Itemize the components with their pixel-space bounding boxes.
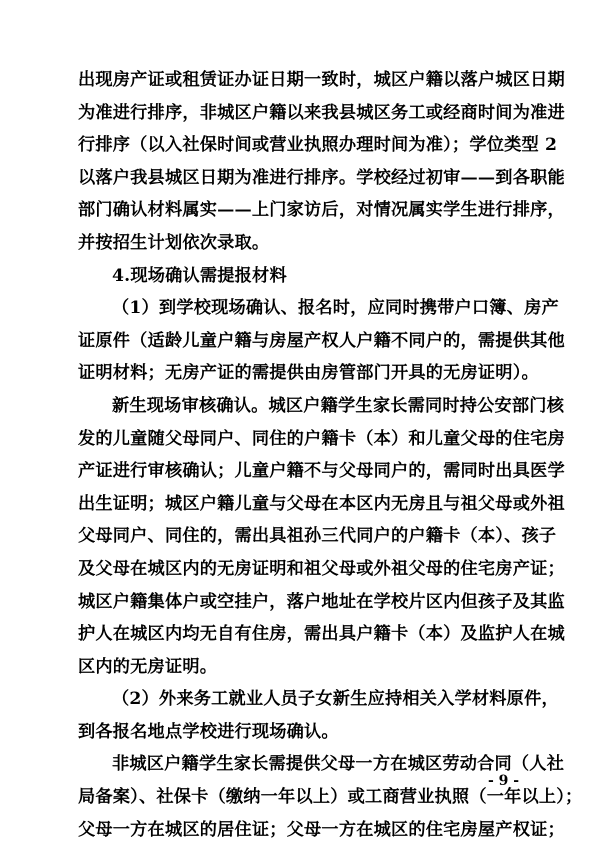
text-line-9: 证原件（适龄儿童户籍与房屋产权人户籍不同户的，需提供其他: [78, 330, 565, 351]
text-line-4: 以落户我县城区日期为准进行排序。学校经过初审——到各职能: [78, 167, 565, 188]
text-line-18: 护人在城区内均无自有住房，需出具户籍卡（本）及监护人在城: [78, 624, 565, 645]
text-line-13: 产证进行审核确认；儿童户籍不与父母同户的，需同时出具医学: [78, 461, 565, 482]
text-line-3: 行排序（以入社保时间或营业执照办理时间为准）；学位类型 2: [78, 135, 558, 156]
text-line-6: 并按招生计划依次录取。: [78, 232, 270, 253]
document-body: [78, 64, 583, 846]
text-line-21: 到各报名地点学校进行现场确认。: [78, 721, 339, 742]
text-line-20: （2）外来务工就业人员子女新生应持相关入学材料原件，: [112, 689, 559, 710]
text-line-15: 父母同户、同住的，需出具祖孙三代同户的户籍卡（本）、孩子: [78, 526, 557, 547]
text-line-19: 区内的无房证明。: [78, 656, 218, 677]
page-number: - 9 -: [488, 773, 520, 789]
text-line-10: 证明材料；无房产证的需提供由房管部门开具的无房证明）。: [78, 363, 539, 384]
text-line-2: 为准进行排序，非城区户籍以来我县城区务工或经商时间为准进: [78, 102, 565, 123]
section-heading: 4.现场确认需提报材料: [112, 265, 287, 286]
text-line-24: 父母一方在城区的居住证；父母一方在城区的住宅房屋产权证；: [78, 819, 565, 840]
text-line-16: 及父母在城区内的无房证明和祖父母或外祖父母的住宅房产证；: [78, 558, 565, 579]
text-line-23: 局备案）、社保卡（缴纳一年以上）或工商营业执照（一年以上）；: [78, 787, 583, 808]
text-line-1: 出现房产证或租赁证办证日期一致时，城区户籍以落户城区日期: [78, 70, 565, 90]
text-line-5: 部门确认材料属实——上门家访后，对情况属实学生进行排序，: [78, 200, 565, 221]
text-line-22: 非城区户籍学生家长需提供父母一方在城区劳动合同（人社: [112, 754, 565, 775]
text-line-8: （1）到学校现场确认、报名时，应同时携带户口簿、房产: [112, 298, 559, 319]
text-line-11: 新生现场审核确认。城区户籍学生家长需同时持公安部门核: [112, 395, 565, 416]
text-line-14: 出生证明；城区户籍儿童与父母在本区内无房且与祖父母或外祖: [78, 493, 565, 514]
text-line-17: 城区户籍集体户或空挂户，落户地址在学校片区内但孩子及其监: [78, 591, 565, 612]
text-line-12: 发的儿童随父母同户、同住的户籍卡（本）和儿童父母的住宅房: [78, 428, 565, 449]
